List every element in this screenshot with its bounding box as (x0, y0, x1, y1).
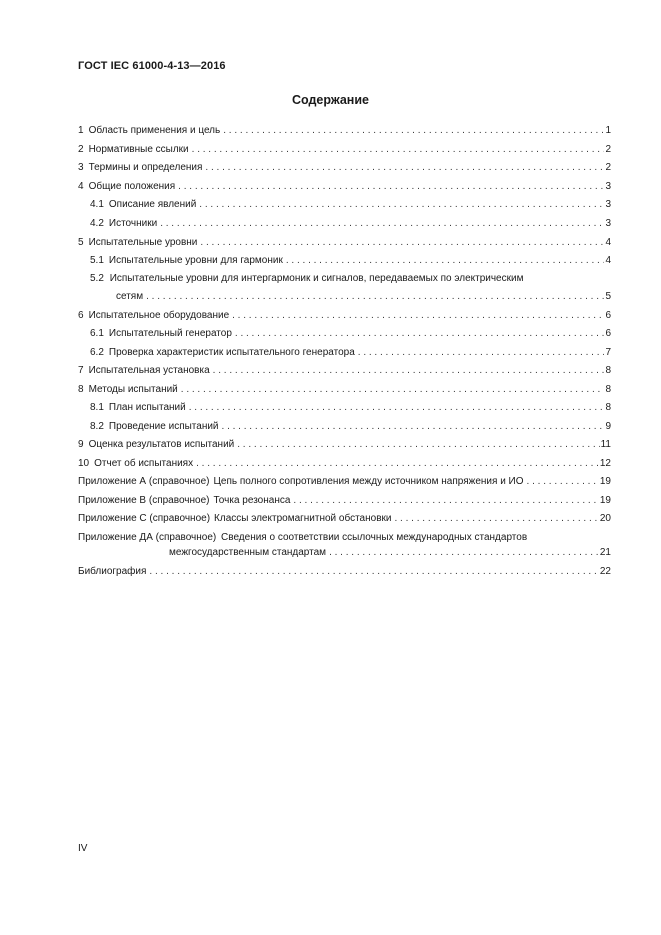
toc-entry[interactable] (90, 254, 611, 267)
appendix-label: Приложение ДА (справочное) (78, 532, 217, 543)
dot-leader (286, 254, 605, 267)
dot-leader (189, 401, 605, 414)
toc-entry-number: 5 (78, 237, 84, 248)
dot-leader (235, 327, 605, 340)
toc-entry[interactable] (78, 236, 611, 249)
toc-entry-page: 12 (599, 458, 611, 469)
dot-leader (237, 438, 599, 451)
toc-entry[interactable] (90, 217, 611, 230)
toc-entry-number: 6 (78, 310, 84, 321)
toc-entry-title-continued: межгосударственным стандартам (169, 547, 327, 558)
toc-entry-continuation[interactable] (169, 546, 611, 559)
toc-entry-title-continued: сетям (116, 291, 144, 302)
toc-entry-page: 1 (605, 125, 611, 136)
dot-leader (200, 236, 604, 249)
toc-entry-page: 6 (605, 328, 611, 339)
toc-entry-page: 4 (605, 255, 611, 266)
appendix-label: Приложение А (справочное) (78, 476, 210, 487)
toc-entry-page: 9 (605, 421, 611, 432)
toc-entry-page: 19 (599, 495, 611, 506)
toc-entry-multiline[interactable] (90, 272, 523, 285)
toc-entry-title: Испытательный генератор (108, 328, 232, 339)
toc-entry[interactable] (78, 161, 611, 174)
toc-entry-page: 8 (605, 365, 611, 376)
toc-entry-title: Библиография (78, 566, 147, 577)
toc-entry[interactable] (78, 143, 611, 156)
toc-entry-title: Источники (108, 218, 158, 229)
dot-leader (178, 180, 604, 193)
appendix-label: Приложение С (справочное) (78, 513, 211, 524)
toc-entry[interactable] (78, 457, 611, 470)
toc-entry-appendix[interactable] (78, 475, 611, 488)
toc-entry-title: Испытательные уровни для интергармоник и сигналов, передаваемых по электрическим (109, 273, 524, 284)
standard-designation: ГОСТ IEC 61000-4-13—2016 (78, 60, 226, 72)
toc-entry-title: Испытательное оборудование (88, 310, 230, 321)
toc-entry-page: 8 (605, 402, 611, 413)
toc-entry-title: Описание явлений (108, 199, 197, 210)
toc-entry-number: 1 (78, 125, 84, 136)
toc-entry[interactable] (78, 364, 611, 377)
toc-entry-page: 6 (605, 310, 611, 321)
toc-entry[interactable] (90, 346, 611, 359)
dot-leader (358, 346, 605, 359)
toc-entry-number: 5.1 (90, 255, 104, 266)
toc-entry-continuation[interactable] (116, 290, 611, 303)
toc-entry[interactable] (78, 309, 611, 322)
toc-entry-title: Проверка характеристик испытательного генератора (108, 347, 355, 358)
toc-entry-title: Цепь полного сопротивления между источником напряжения и ИО (213, 476, 524, 487)
toc-entry-number: 8 (78, 384, 84, 395)
toc-entry[interactable] (78, 383, 611, 396)
toc-entry-title: Отчет об испытаниях (94, 458, 194, 469)
toc-entry-number: 7 (78, 365, 84, 376)
toc-entry-number: 4.1 (90, 199, 104, 210)
toc-entry[interactable] (90, 401, 611, 414)
dot-leader (223, 124, 604, 137)
toc-entry-number: 6.1 (90, 328, 104, 339)
toc-entry-page: 5 (605, 291, 611, 302)
toc-entry-title: Испытательные уровни (88, 237, 198, 248)
toc-entry-page: 8 (605, 384, 611, 395)
toc-entry-number: 10 (78, 458, 90, 469)
dot-leader (527, 475, 599, 488)
dot-leader (293, 494, 598, 507)
dot-leader (192, 143, 605, 156)
toc-entry-number: 3 (78, 162, 84, 173)
toc-entry-appendix-multiline[interactable] (78, 531, 527, 544)
dot-leader (394, 512, 598, 525)
toc-entry-page: 20 (599, 513, 611, 524)
dot-leader (146, 290, 604, 303)
dot-leader (199, 198, 604, 211)
toc-entry-title: Оценка результатов испытаний (88, 439, 235, 450)
dot-leader (329, 546, 599, 559)
toc-entry-page: 3 (605, 199, 611, 210)
appendix-label: Приложение В (справочное) (78, 495, 210, 506)
toc-entry-title: Сведения о соответствии ссылочных международных стандартов (221, 532, 528, 543)
toc-entry-number: 9 (78, 439, 84, 450)
dot-leader (149, 565, 598, 578)
page-number: IV (78, 843, 88, 854)
toc-entry-number: 8.2 (90, 421, 104, 432)
toc-entry-title: План испытаний (108, 402, 186, 413)
toc-entry-title: Классы электромагнитной обстановки (214, 513, 392, 524)
toc-entry-number: 5.2 (90, 273, 104, 284)
toc-entry-title: Испытательные уровни для гармоник (108, 255, 283, 266)
toc-entry-page: 2 (605, 162, 611, 173)
toc-entry-title: Методы испытаний (88, 384, 178, 395)
toc-entry-page: 19 (599, 476, 611, 487)
toc-entry-page: 7 (605, 347, 611, 358)
toc-entry[interactable] (78, 124, 611, 137)
toc-entry-title: Область применения и цель (88, 125, 221, 136)
dot-leader (196, 457, 599, 470)
toc-entry-page: 2 (605, 144, 611, 155)
toc-entry-number: 8.1 (90, 402, 104, 413)
dot-leader (160, 217, 604, 230)
toc-entry-page: 21 (599, 547, 611, 558)
toc-entry-page: 3 (605, 181, 611, 192)
toc-entry-bibliography[interactable] (78, 565, 611, 578)
toc-entry[interactable] (90, 327, 611, 340)
dot-leader (213, 364, 605, 377)
toc-entry-number: 4 (78, 181, 84, 192)
dot-leader (181, 383, 605, 396)
toc-entry-title: Нормативные ссылки (88, 144, 189, 155)
dot-leader (205, 161, 604, 174)
toc-entry[interactable] (90, 198, 611, 211)
toc-entry-page: 11 (600, 439, 611, 450)
page-title: Содержание (291, 93, 369, 107)
toc-entry-page: 3 (605, 218, 611, 229)
toc-entry-title: Испытательная установка (88, 365, 210, 376)
toc-entry-title: Проведение испытаний (108, 421, 219, 432)
toc-entry-number: 2 (78, 144, 84, 155)
toc-entry-number: 4.2 (90, 218, 104, 229)
toc-entry-title: Термины и определения (88, 162, 203, 173)
toc-entry-page: 4 (605, 237, 611, 248)
toc-entry-page: 22 (599, 566, 611, 577)
toc-entry-appendix[interactable] (78, 494, 611, 507)
toc-entry-appendix[interactable] (78, 512, 611, 525)
toc-entry-title: Общие положения (88, 181, 176, 192)
toc-entry-number: 6.2 (90, 347, 104, 358)
toc-entry[interactable] (78, 438, 611, 451)
toc-entry[interactable] (78, 180, 611, 193)
toc-entry-title: Точка резонанса (213, 495, 291, 506)
toc-entry[interactable] (90, 420, 611, 433)
dot-leader (222, 420, 605, 433)
dot-leader (232, 309, 604, 322)
